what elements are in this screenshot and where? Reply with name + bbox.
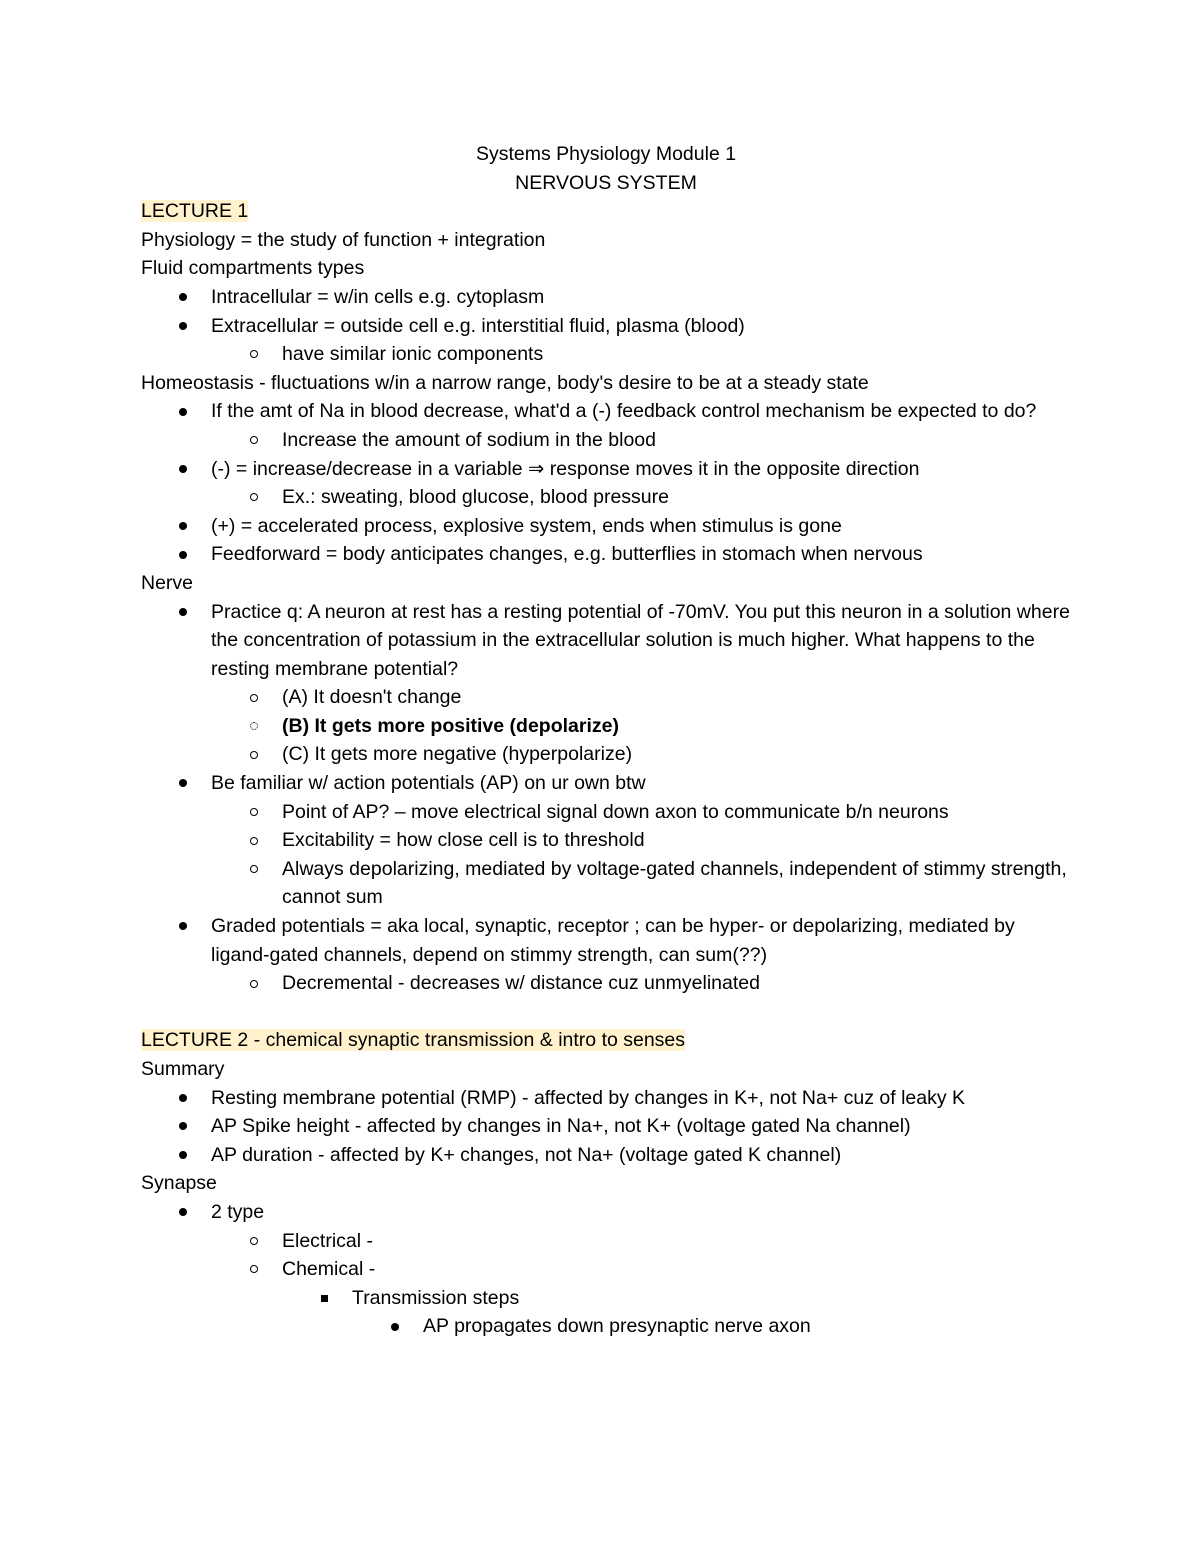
bullet-disc-icon	[173, 598, 193, 627]
bullet-circle-icon	[244, 1227, 264, 1256]
negative-examples-text: Ex.: sweating, blood glucose, blood pressure	[282, 486, 669, 509]
list-item	[141, 397, 1071, 426]
chemical-text: Chemical -	[282, 1258, 376, 1281]
bullet-disc-icon	[173, 1198, 193, 1227]
list-item	[141, 1198, 1071, 1227]
ap-propagates-text: AP propagates down presynaptic nerve axon	[423, 1315, 811, 1338]
list-item	[141, 483, 1071, 512]
bullet-circle-icon	[244, 1255, 264, 1284]
bullet-circle-icon	[244, 683, 264, 712]
bullet-disc-icon	[173, 1112, 193, 1141]
document-title: Systems Physiology Module 1	[475, 143, 737, 165]
ap-familiar-text: Be familiar w/ action potentials (AP) on ur own btw	[211, 772, 646, 795]
na-question-text: If the amt of Na in blood decrease, what'd a (-) feedback control mechanism be expected to do?	[211, 400, 1037, 423]
excitability-text: Excitability = how close cell is to threshold	[282, 829, 645, 852]
graded-potentials-text: Graded potentials = aka local, synaptic, receptor ; can be hyper- or depolarizing, mediated by ligand-gated channels, depend on stimmy strength, can sum(??)	[211, 915, 1015, 966]
transmission-steps-text: Transmission steps	[352, 1286, 520, 1309]
negative-feedback-text: (-) = increase/decrease in a variable ⇒ response moves it in the opposite direction	[211, 457, 920, 480]
list-item	[141, 598, 1071, 684]
list-item	[141, 340, 1071, 369]
na-answer-text: Increase the amount of sodium in the blood	[282, 428, 656, 451]
bullet-disc-icon	[173, 312, 193, 341]
list-item	[141, 540, 1071, 569]
option-b-text: (B) It gets more positive (depolarize)	[282, 714, 619, 737]
bullet-disc-icon	[173, 1084, 193, 1113]
bullet-circle-icon	[244, 798, 264, 827]
list-item	[141, 912, 1071, 969]
list-item	[141, 1227, 1071, 1256]
spike-height-text: AP Spike height - affected by changes in Na+, not K+ (voltage gated Na channel)	[211, 1115, 911, 1138]
nerve-heading: Nerve	[141, 571, 194, 594]
bullet-disc-icon	[385, 1312, 405, 1341]
list-item	[141, 455, 1071, 484]
synapse-heading: Synapse	[141, 1172, 217, 1195]
practice-question-text: Practice q: A neuron at rest has a resting potential of -70mV. You put this neuron in a solution where the concentration of potassium in the extracellular solution is much higher. What happens to the resting membrane potential?	[211, 600, 1070, 680]
lecture-2-heading-text: LECTURE 2 - chemical synaptic transmission & intro to senses	[141, 1029, 686, 1052]
list-item	[141, 1255, 1071, 1284]
bullet-disc-icon	[173, 397, 193, 426]
list-item	[141, 1141, 1071, 1170]
document-body	[141, 140, 1071, 1341]
positive-feedback-text: (+) = accelerated process, explosive system, ends when stimulus is gone	[211, 514, 842, 537]
list-item	[141, 969, 1071, 998]
list-item	[141, 740, 1071, 769]
decremental-text: Decremental - decreases w/ distance cuz unmyelinated	[282, 972, 760, 995]
list-item	[141, 512, 1071, 541]
bullet-disc-icon	[173, 769, 193, 798]
list-item	[141, 826, 1071, 855]
similar-ionic-text: have similar ionic components	[282, 343, 544, 366]
list-item	[141, 769, 1071, 798]
bullet-disc-icon	[173, 912, 193, 941]
homeostasis-text: Homeostasis - fluctuations w/in a narrow range, body's desire to be at a steady state	[141, 371, 869, 394]
document-subtitle: NERVOUS SYSTEM	[515, 171, 697, 194]
ap-point-text: Point of AP? – move electrical signal down axon to communicate b/n neurons	[282, 800, 949, 823]
ap-duration-text: AP duration - affected by K+ changes, not Na+ (voltage gated K channel)	[211, 1143, 842, 1166]
list-item	[141, 1312, 1071, 1341]
bullet-disc-icon	[173, 512, 193, 541]
bullet-circle-icon	[244, 483, 264, 512]
bullet-disc-icon	[173, 1141, 193, 1170]
extracellular-text: Extracellular = outside cell e.g. interstitial fluid, plasma (blood)	[211, 314, 745, 337]
bullet-disc-icon	[173, 283, 193, 312]
lecture-2-heading	[141, 1026, 1071, 1055]
fluid-compartments-heading: Fluid compartments types	[141, 257, 365, 280]
always-depolarizing-text: Always depolarizing, mediated by voltage-gated channels, independent of stimmy strength, cannot sum	[282, 857, 1067, 909]
bullet-circle-icon	[244, 826, 264, 855]
lecture-1-heading-text: LECTURE 1	[141, 200, 249, 223]
list-item	[141, 683, 1071, 712]
bullet-disc-icon	[173, 455, 193, 484]
bullet-circle-icon	[244, 740, 264, 769]
bullet-circle-icon	[244, 340, 264, 369]
list-item	[141, 798, 1071, 827]
bullet-disc-icon	[173, 540, 193, 569]
bullet-square-icon	[314, 1284, 334, 1313]
blank-line	[141, 998, 1071, 1027]
intracellular-text: Intracellular = w/in cells e.g. cytoplasm	[211, 285, 545, 308]
list-item	[141, 426, 1071, 455]
feedforward-text: Feedforward = body anticipates changes, e.g. butterflies in stomach when nervous	[211, 543, 923, 566]
physiology-definition: Physiology = the study of function + integration	[141, 228, 546, 251]
list-item	[141, 1084, 1071, 1113]
two-type-text: 2 type	[211, 1200, 265, 1223]
list-item	[141, 1284, 1071, 1313]
list-item	[141, 855, 1071, 912]
bullet-circle-icon	[244, 855, 264, 884]
rmp-text: Resting membrane potential (RMP) - affected by changes in K+, not Na+ cuz of leaky K	[211, 1086, 966, 1109]
list-item	[141, 283, 1071, 312]
bullet-circle-icon	[244, 426, 264, 455]
list-item	[141, 312, 1071, 341]
option-a-text: (A) It doesn't change	[282, 686, 462, 709]
option-c-text: (C) It gets more negative (hyperpolarize)	[282, 743, 633, 766]
bullet-dotted-circle-icon	[244, 712, 264, 741]
bullet-circle-icon	[244, 969, 264, 998]
list-item	[141, 712, 1071, 741]
lecture-1-heading	[141, 197, 1071, 226]
list-item	[141, 1112, 1071, 1141]
summary-heading: Summary	[141, 1058, 225, 1080]
electrical-text: Electrical -	[282, 1229, 374, 1252]
